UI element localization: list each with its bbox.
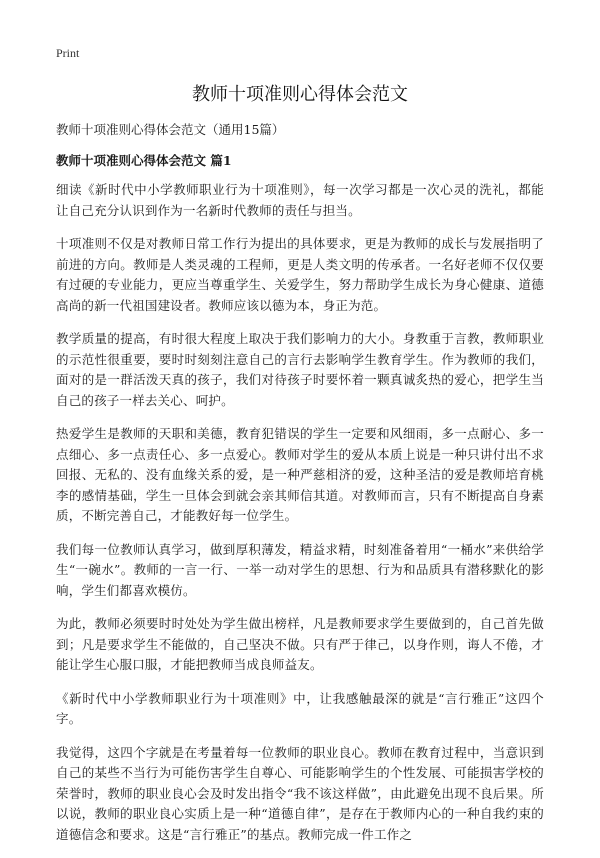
paragraph-1: 细读《新时代中小学教师职业行为十项准则》，每一次学习都是一次心灵的洗礼，都能让自己充分认识到作为一名新时代教师的责任与担当。 [56, 182, 544, 218]
paragraph-8: 我觉得，这四个字就是在考量着每一位教师的职业良心。教师在教育过程中，当意识到自己的某些不当行为可能伤害学生自尊心、可能影响学生的个性发展、可能损害学校的荣誉时，教师的职业良心会及时发出指令“我不该这样做”，由此避免出现不良后果。所以说，教师的职业良心实质上是一种“道德自律”，是存在于教师内心的一种自我约束的道德信念和要求。这是“言行雅正”的基点。教师完成一件工作之 [56, 744, 544, 842]
page-title: 教师十项准则心得体会范文 [192, 84, 408, 105]
document-body [56, 180, 544, 858]
document-subtitle: 教师十项准则心得体会范文（通用15篇） [56, 122, 285, 137]
print-link[interactable]: Print [56, 46, 80, 60]
paragraph-4: 热爱学生是教师的天职和美德，教育犯错误的学生一定要和风细雨，多一点耐心、多一点细心、多一点责任心、多一点爱心。教师对学生的爱从本质上说是一种只讲付出不求回报、无私的、没有血缘关系的爱，是一种严慈相济的爱，这种圣洁的爱是教师培育桃李的感情基础，学生一旦体会到就会亲其师信其道。对教师而言，只有不断提高自身素质，不断完善自己，才能教好每一位学生。 [56, 426, 544, 523]
paragraph-2: 十项准则不仅是对教师日常工作行为提出的具体要求，更是为教师的成长与发展指明了前进的方向。教师是人类灵魂的工程师，更是人类文明的传承者。一名好老师不仅仅要有过硬的专业能力，更应当尊重学生、关爱学生，努力帮助学生成长为身心健康、道德高尚的新一代祖国建设者。教师应该以德为本，身正为范。 [56, 236, 544, 313]
paragraph-7: 《新时代中小学教师职业行为十项准则》中，让我感触最深的就是“言行雅正”这四个字。 [56, 690, 544, 726]
paragraph-6: 为此，教师必须要时时处处为学生做出榜样，凡是教师要求学生要做到的，自己首先做到；凡是要求学生不能做的，自己坚决不做。只有严于律己，以身作则，诲人不倦，才能让学生心服口服，才能把教师当成良师益友。 [56, 616, 544, 672]
paragraph-3: 教学质量的提高，有时很大程度上取决于我们影响力的大小。身教重于言教，教师职业的示范性很重要，要时时刻刻注意自己的言行去影响学生教育学生。作为教师的我们，面对的是一群活泼天真的孩子，我们对待孩子时要怀着一颗真诚炙热的爱心，把学生当自己的孩子一样去关心、呵护。 [56, 331, 544, 408]
paragraph-5: 我们每一位教师认真学习，做到厚积薄发，精益求精，时刻准备着用“一桶水”来供给学生“一碗水”。教师的一言一行、一举一动对学生的思想、行为和品质具有潜移默化的影响，学生们都喜欢模仿。 [56, 541, 544, 598]
section-heading: 教师十项准则心得体会范文 篇1 [56, 153, 232, 168]
